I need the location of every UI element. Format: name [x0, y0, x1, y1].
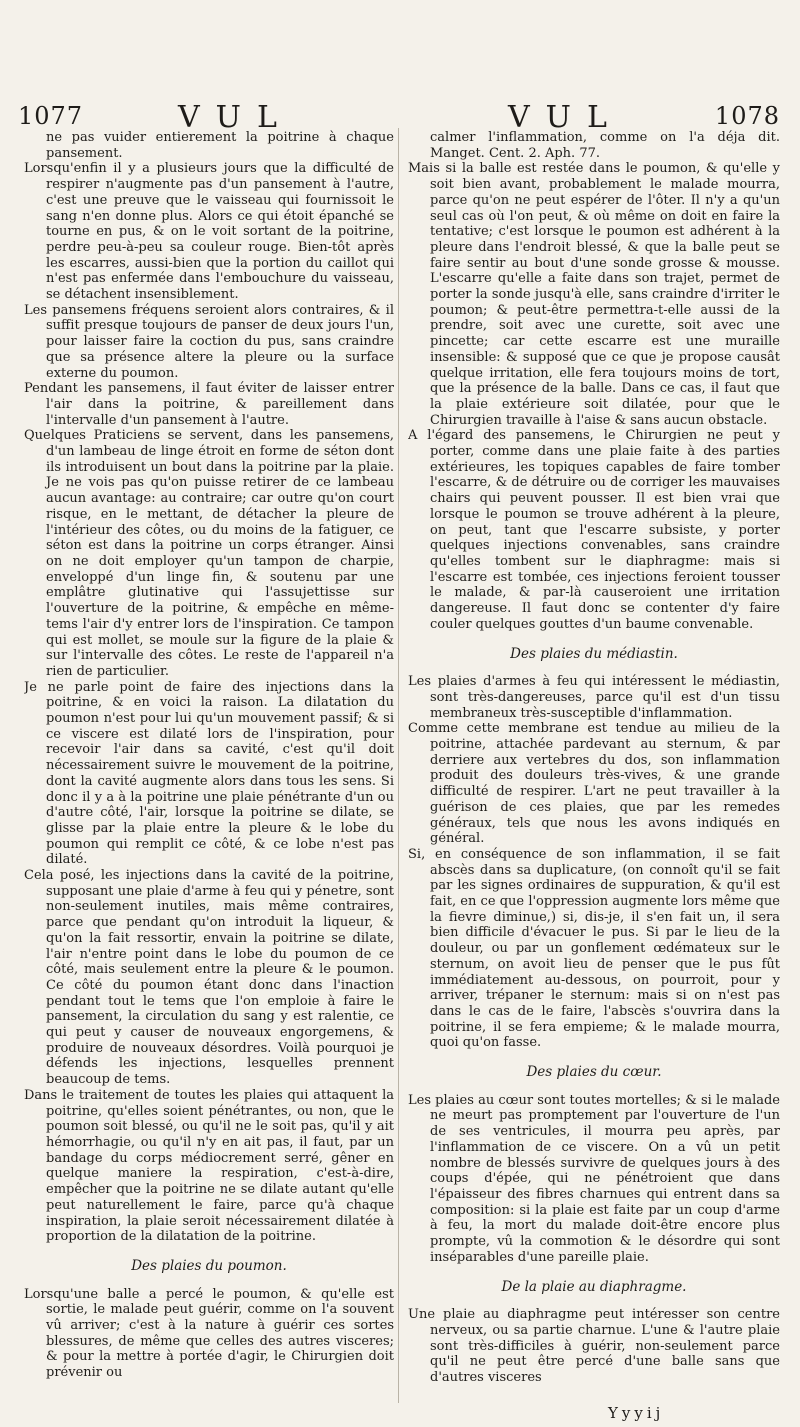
paragraph: Cela posé, les injections dans la cavité de la poitrine, supposant une plaie d'arme à feu qui y pénetre, sont non-seulement inutiles, mais même contraires, parce que pendant qu'on introduit la liqueur, & qu'on la fait ressortir, envain la poitrine se dilate, l'air n'entre point dans le lobe du poumon de ce côté, mais seulement entre la pleure & le poumon. Ce côté du poumon étant donc dans l'inaction pendant tout le tems que l'on emploie à faire le pansement, la circulation du sang y est ralentie, ce qui peut y causer de nouveaux engorgemens, & produire de nouveaux désordres. Voilà pourquoi je défends les injections, lesquelles prennent beaucoup de tems.	[24, 868, 394, 1088]
right-running-head: VUL	[508, 100, 623, 135]
paragraph: Mais si la balle est restée dans le poumon, & qu'elle y soit bien avant, probablement le malade mourra, parce qu'on ne peut espérer de l'ôter. Il n'y a qu'un seul cas où l'on peut, & où même on doit en faire la tentative; c'est lorsque le poumon est adhérent à la pleure dans l'endroit blessé, & que la balle peut se faire sentir au bout d'une sonde grosse & mousse. L'escarre qu'elle a faite dans son trajet, permet de porter la sonde jusqu'à elle, sans craindre d'irriter le poumon; & peut-être permettra-t-elle aussi de la prendre, soit avec une curette, soit avec une pincette; car cette escarre est une muraille insensible: & supposé que ce que je propose causât quelque irritation, elle fera toujours moins de tort, que la présence de la balle. Dans ce cas, il faut que la plaie extérieure soit dilatée, pour que le Chirurgien travaille à l'aise & sans aucun obstacle.	[408, 161, 780, 428]
paragraph: Quelques Praticiens se servent, dans les pansemens, d'un lambeau de linge étroit en forme de séton dont ils introduisent un bout dans la poitrine par la plaie. Je ne vois pas qu'on puisse retirer de ce lambeau aucun avantage: au contraire; car outre qu'on court risque, en le mettant, de détacher la pleure de l'intérieur des côtes, ou du moins de la fatiguer, ce séton est dans la poitrine un corps étranger. Ainsi on ne doit employer qu'un tampon de charpie, enveloppé d'un linge fin, & soutenu par une emplâtre glutinative qui l'assujettisse sur l'ouverture de la poitrine, & empêche en même-tems l'air d'y entrer lors de l'inspiration. Ce tampon qui est mollet, se moule sur la figure de la plaie & sur l'intervalle des côtes. Le reste de l'appareil n'a rien de particulier.	[24, 428, 394, 679]
section-heading: De la plaie au diaphragme.	[501, 1278, 687, 1295]
paragraph: Si, en conséquence de son inflammation, il se fait abscès dans sa duplicature, (on connoît qu'il se fait par les signes ordinaires de suppuration, & qu'il est fait, en ce que l'oppression augmente lors même que la fievre diminue,) si, dis-je, il s'en fait un, il sera bien difficile d'évacuer le pus. Si par le lieu de la douleur, ou par un gonflement œdémateux sur le sternum, on avoit lieu de penser que le pus fût immédiatement au-dessous, on pourroit, pour y arriver, trépaner le sternum: mais si on n'est pas dans le cas de le faire, l'abscès s'ouvrira dans la poitrine, il se fera empieme; & le malade mourra, quoi qu'on fasse.	[408, 846, 780, 1051]
paragraph: Lorsqu'une balle a percé le poumon, & qu'elle est sortie, le malade peut guérir, comme on l'a souvent vû arriver; c'est à la nature à guérir ces sortes blessures, de même que celles des autres visceres; & pour la mettre à portée d'agir, le Chirurgien doit prévenir ou	[24, 1286, 394, 1381]
paragraph: Les plaies d'armes à feu qui intéressent le médiastin, sont très-dangereuses, parce qu'il est d'un tissu membraneux très-susceptible d'inflammation.	[408, 674, 780, 721]
paragraph: ne pas vuider entierement la poitrine à chaque pansement.	[46, 130, 394, 161]
section-heading: Des plaies du poumon.	[131, 1257, 287, 1274]
paragraph: Je ne parle point de faire des injections dans la poitrine, & en voici la raison. La dilatation du poumon n'est pour lui qu'un mouvement passif; & si ce viscere est dilaté lors de l'inspiration, pour recevoir l'air dans sa cavité, c'est qu'il doit nécessairement suivre le mouvement de la poitrine, dont la cavité augmente alors dans tous les sens. Si donc il y a à la poitrine une plaie pénétrante d'un ou d'autre côté, l'air, lorsque la poitrine se dilate, se glisse par la plaie entre la pleure & le lobe du poumon qui remplit ce côté, & ce lobe n'est pas dilaté.	[24, 679, 394, 868]
paragraph: Dans le traitement de toutes les plaies qui attaquent la poitrine, qu'elles soient pénétrantes, ou non, que le poumon soit blessé, ou qu'il ne le soit pas, qu'il y ait hémorrhagie, ou qu'il n'y en ait pas, il faut, par un bandage du corps médiocrement serré, gêner en quelque maniere la respiration, c'est-à-dire, empêcher que la poitrine ne se dilate autant qu'elle peut naturellement le faire, parce qu'à chaque inspiration, la plaie seroit nécessairement dilatée à proportion de la dilatation de la poitrine.	[24, 1087, 394, 1245]
paragraph: Les plaies au cœur sont toutes mortelles; & si le malade ne meurt pas promptement par l'ouverture de l'un de ses ventricules, il mourra peu après, par l'inflammation de ce viscere. On a vû un petit nombre de blessés survivre de quelques jours à des coups d'épée, qui ne pénétroient que dans l'épaisseur des fibres charnues qui entrent dans sa composition: si la plaie est faite par un coup d'arme à feu, la mort du malade doit-être encore plus prompte, vû la commotion & le désordre qui sont inséparables d'une pareille plaie.	[408, 1092, 780, 1265]
section-heading: Des plaies du cœur.	[526, 1064, 662, 1081]
paragraph: A l'égard des pansemens, le Chirurgien ne peut y porter, comme dans une plaie faite à des parties extérieures, les topiques capables de faire tomber l'escarre, & de détruire ou de corriger les mauvaises chairs qui peuvent pousser. Il est bien vrai que lorsque le poumon se trouve adhérent à la pleure, on peut, tant que l'escarre subsiste, y porter quelques injections convenables, sans craindre qu'elles tombent sur le diaphragme: mais si l'escarre est tombée, ces injections feroient tousser le malade, & par-là causeroient une irritation dangereuse. Il faut donc se contenter d'y faire couler quelques gouttes d'un baume convenable.	[408, 428, 780, 632]
left-running-head: VUL	[178, 100, 293, 135]
column-divider	[398, 128, 399, 1403]
paragraph: Les pansemens fréquens seroient alors contraires, & il suffit presque toujours de panser de deux jours l'un, pour laisser faire la coction du pus, sans craindre que sa présence altere la pleure ou la surface externe du poumon.	[24, 302, 394, 381]
section-heading: Des plaies du médiastin.	[510, 645, 678, 662]
paragraph: Pendant les pansemens, il faut éviter de laisser entrer l'air dans la poitrine, & pareillement dans l'intervalle d'un pansement à l'autre.	[24, 381, 394, 428]
left-column	[24, 130, 394, 1410]
paragraph: Comme cette membrane est tendue au milieu de la poitrine, attachée pardevant au sternum, & par derriere aux vertebres du dos, son inflammation produit des douleurs très-vives, & une grande difficulté de respirer. L'art ne peut travailler à la guérison de ces plaies, que par les remedes généraux, tels que nous les avons indiqués en général.	[408, 721, 780, 847]
paragraph: Une plaie au diaphragme peut intéresser son centre nerveux, ou sa partie charnue. L'une & l'autre plaie sont très-difficiles à guérir, non-seulement parce qu'il ne peut être percé d'une balle sans que d'autres visceres	[408, 1307, 780, 1386]
paragraph: calmer l'inflammation, comme on l'a déja dit. Manget. Cent. 2. Aph. 77.	[430, 130, 780, 161]
right-page-number: 1078	[714, 102, 780, 130]
right-column	[408, 130, 780, 1410]
left-page-number: 1077	[18, 102, 84, 130]
signature-mark: Yyyij	[608, 1404, 665, 1422]
paragraph: Lorsqu'enfin il y a plusieurs jours que la difficulté de respirer n'augmente pas d'un pansement à l'autre, c'est une preuve que le vaisseau qui fournissoit le sang n'en donne plus. Alors ce qui étoit épanché se tourne en pus, & on le voit sortant de la poitrine, perdre peu-à-peu sa couleur rouge. Bien-tôt après les escarres, aussi-bien que la portion du caillot qui n'est pas enfermée dans l'embouchure du vaisseau, se détachent insensiblement.	[24, 161, 394, 303]
